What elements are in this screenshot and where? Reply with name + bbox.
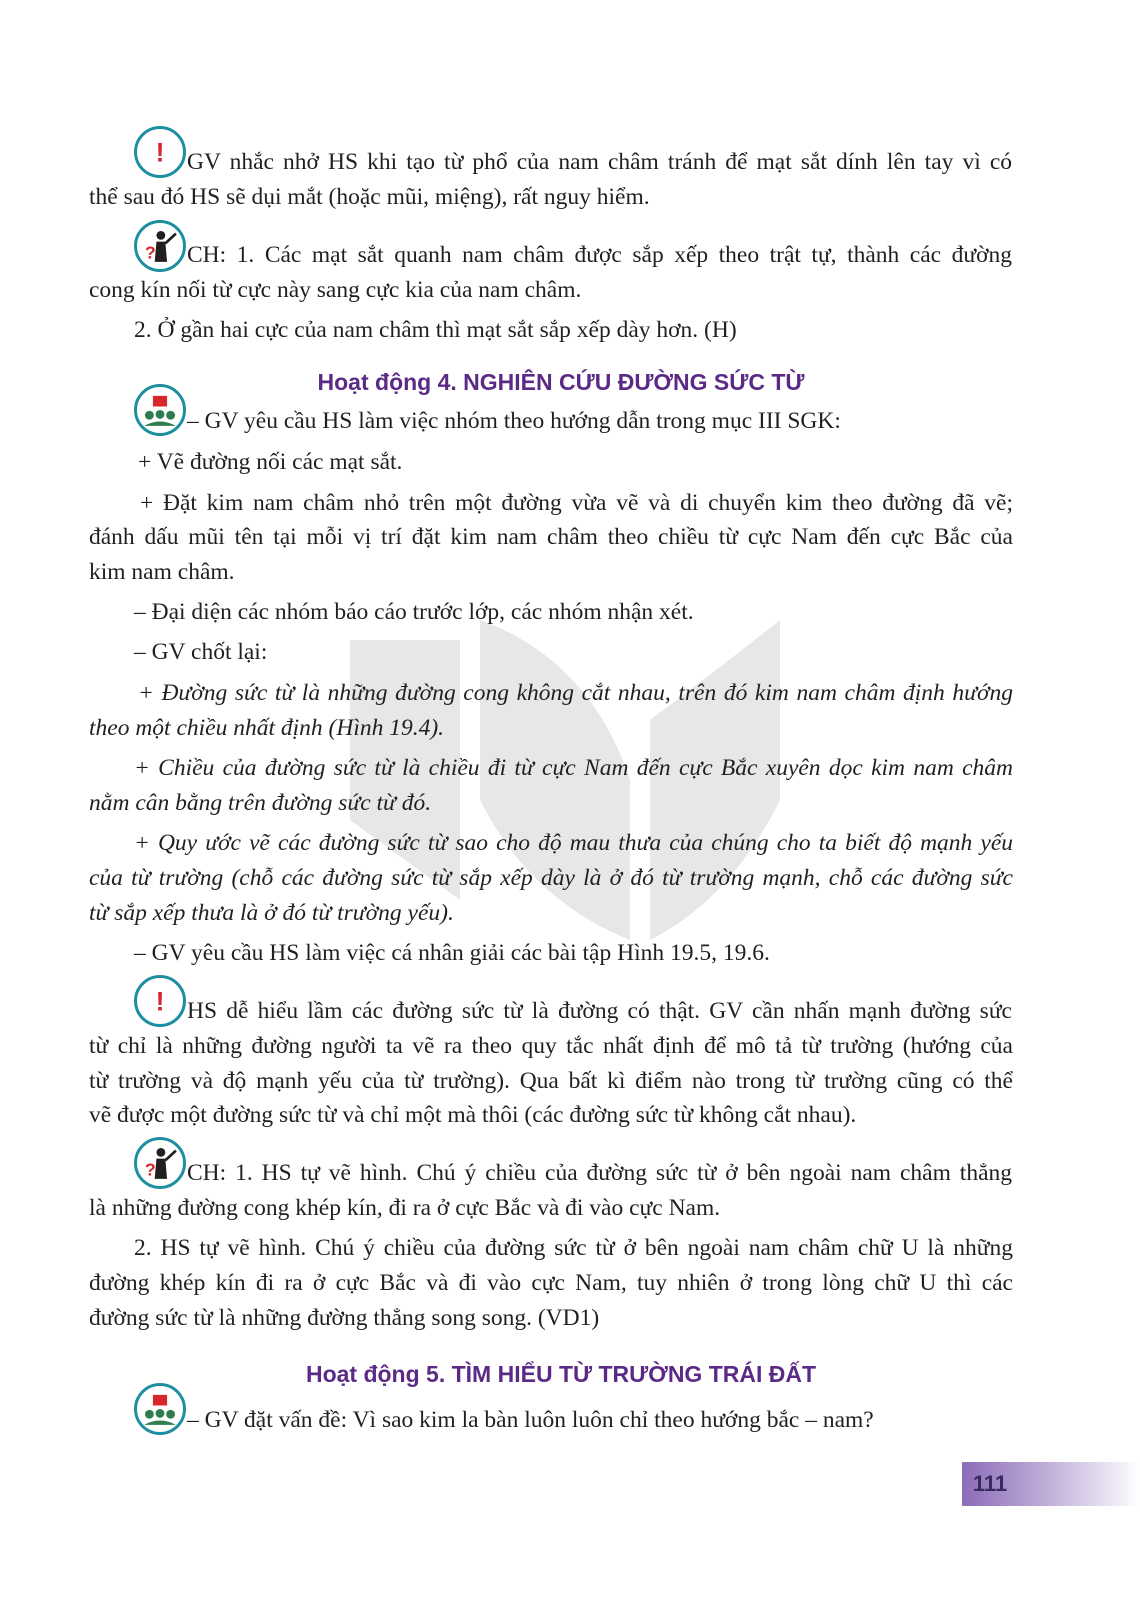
paragraph-line: – GV chốt lại: — [134, 639, 268, 665]
exclamation-icon — [134, 975, 186, 1027]
paragraph-line: từ sắp xếp thưa là ở đó từ trường yếu). — [89, 900, 454, 926]
question-glyph: ? — [144, 1159, 156, 1180]
paragraph-line: nằm cân bằng trên đường sức từ đó. — [89, 790, 432, 816]
paragraph-line: CH: 1. HS tự vẽ hình. Chú ý chiều của đường sức từ ở bên ngoài nam châm thẳng — [187, 1160, 1012, 1186]
exclamation-icon — [134, 126, 186, 178]
group-activity-icon — [134, 1383, 186, 1435]
activity-heading: Hoạt động 5. TÌM HIỂU TỪ TRƯỜNG TRÁI ĐẤT — [305, 1361, 817, 1387]
paragraph-line: đường sức từ là những đường thẳng song song. (VD1) — [89, 1305, 600, 1331]
activity-heading: Hoạt động 4. NGHIÊN CỨU ĐƯỜNG SỨC TỪ — [317, 369, 805, 395]
paragraph-line: – GV đặt vấn đề: Vì sao kim la bàn luôn luôn chỉ theo hướng bắc – nam? — [187, 1407, 874, 1433]
paragraph-line: của từ trường (chỗ các đường sức từ sắp xếp dày là ở đó từ trường mạnh, chỗ các đường sức — [89, 865, 1013, 891]
paragraph-line: + Quy ước vẽ các đường sức từ sao cho độ mau thưa của chúng cho ta biết độ mạnh yếu — [134, 830, 1013, 856]
paragraph-line: kim nam châm. — [89, 559, 235, 585]
paragraph-line: đường khép kín đi ra ở cực Bắc và đi vào cực Nam, tuy nhiên ở trong lòng chữ U thì các — [89, 1270, 1013, 1296]
teacher-question-icon — [134, 1137, 186, 1189]
paragraph-line: – Đại diện các nhóm báo cáo trước lớp, các nhóm nhận xét. — [134, 599, 694, 625]
teacher-question-icon — [134, 220, 186, 272]
group-activity-icon — [134, 384, 186, 436]
paragraph-line: đánh dấu mũi tên tại mỗi vị trí đặt kim nam châm theo chiều từ cực Nam đến cực Bắc của — [89, 524, 1013, 550]
paragraph-line: cong kín nối từ cực này sang cực kia của nam châm. — [89, 277, 582, 303]
paragraph-line: từ chỉ là những đường người ta vẽ ra theo quy tắc nhất định để mô tả từ trường (hướng của — [89, 1033, 1013, 1059]
paragraph-line: vẽ được một đường sức từ và chỉ một mà thôi (các đường sức từ không cắt nhau). — [89, 1102, 857, 1128]
page-number: 111 — [972, 1471, 1008, 1496]
paragraph-line: + Đặt kim nam châm nhỏ trên một đường vừa vẽ và di chuyển kim theo đường đã vẽ; — [140, 490, 1013, 516]
paragraph-line: theo một chiều nhất định (Hình 19.4). — [89, 715, 445, 741]
paragraph-line: CH: 1. Các mạt sắt quanh nam châm được sắp xếp theo trật tự, thành các đường — [187, 242, 1012, 268]
paragraph-line: HS dễ hiểu lầm các đường sức từ là đường có thật. GV cần nhấn mạnh đường sức — [187, 998, 1012, 1024]
paragraph-line: 2. HS tự vẽ hình. Chú ý chiều của đường sức từ ở bên ngoài nam châm chữ U là những — [134, 1235, 1013, 1261]
paragraph-line: + Chiều của đường sức từ là chiều đi từ cực Nam đến cực Bắc xuyên dọc kim nam châm — [134, 755, 1013, 781]
question-glyph: ? — [144, 242, 156, 263]
paragraph-line: – GV yêu cầu HS làm việc nhóm theo hướng dẫn trong mục III SGK: — [187, 408, 841, 434]
paragraph-line: – GV yêu cầu HS làm việc cá nhân giải các bài tập Hình 19.5, 19.6. — [134, 940, 770, 966]
paragraph-line: thể sau đó HS sẽ dụi mắt (hoặc mũi, miệng), rất nguy hiểm. — [89, 184, 650, 210]
paragraph-line: + Vẽ đường nối các mạt sắt. — [138, 449, 403, 475]
paragraph-line: GV nhắc nhở HS khi tạo từ phổ của nam châm tránh để mạt sắt dính lên tay vì có — [187, 149, 1012, 175]
paragraph-line: là những đường cong khép kín, đi ra ở cực Bắc và đi vào cực Nam. — [89, 1195, 721, 1221]
paragraph-line: 2. Ở gần hai cực của nam châm thì mạt sắt sắp xếp dày hơn. (H) — [134, 317, 737, 343]
exclamation-glyph: ! — [155, 137, 165, 168]
paragraph-line: + Đường sức từ là những đường cong không cắt nhau, trên đó kim nam châm định hướng — [138, 680, 1013, 706]
exclamation-glyph: ! — [155, 986, 165, 1017]
paragraph-line: từ trường và độ mạnh yếu của từ trường). Qua bất kì điểm nào trong từ trường cũng có thể — [89, 1068, 1013, 1094]
